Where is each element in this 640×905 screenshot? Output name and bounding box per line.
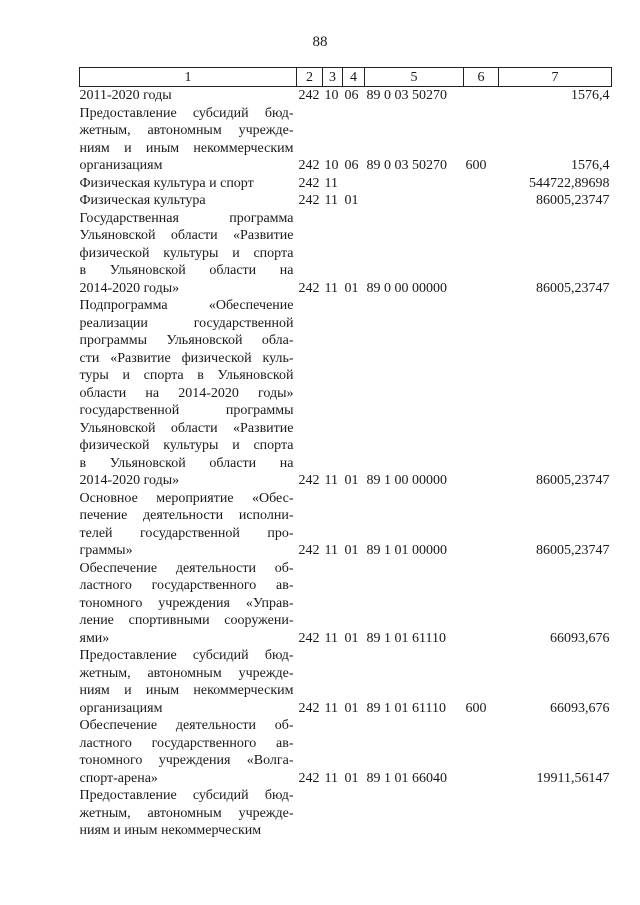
row-name — [80, 490, 297, 560]
row-name-line: печение деятельности исполни- — [79, 508, 294, 523]
row-code-subsection: 01 — [344, 193, 359, 208]
row-name — [80, 297, 297, 490]
row-name-line: тономного учреждения «Управ- — [79, 595, 294, 611]
row-amount: 86005,23747 — [536, 473, 610, 488]
row-amount: 66093,676 — [550, 700, 610, 716]
row-name-line: Подпрограмма «Обеспечение — [79, 298, 294, 313]
row-name — [80, 787, 297, 840]
row-code-expense-type — [464, 787, 499, 840]
row-code-subsection — [343, 175, 365, 193]
row-name-line: жетным, автономным учрежде- — [79, 805, 294, 821]
row-name-line: области на 2014-2020 годы» — [79, 385, 294, 401]
row-name-line: реализации государственной — [79, 315, 294, 331]
row-code-ministry: 242 — [298, 280, 320, 296]
row-name-line: Основное мероприятие «Обес- — [79, 490, 294, 506]
row-code-subsection: 06 — [344, 158, 359, 173]
row-name-line: в Ульяновской области на — [79, 263, 294, 278]
table-body — [80, 87, 612, 840]
row-code-ministry: 242 — [298, 175, 320, 191]
row-name-line: в Ульяновской области на — [79, 455, 294, 471]
row-name — [80, 175, 297, 193]
row-code-section — [323, 787, 343, 840]
table-row — [80, 490, 612, 560]
row-code-section: 11 — [324, 280, 338, 296]
row-code-section: 10 — [324, 88, 339, 103]
row-name-line: Физическая культура и спорт — [79, 175, 254, 191]
row-code-expense-type: 600 — [465, 158, 487, 173]
table-row — [80, 297, 612, 490]
row-name-line: жетным, автономным учрежде- — [79, 665, 294, 681]
row-name — [80, 105, 297, 175]
row-code-expense-type — [464, 175, 499, 193]
row-name-line: туры и спорта в Ульяновской — [79, 368, 294, 383]
header-col-4: 4 — [343, 68, 365, 87]
table-row — [80, 175, 612, 193]
row-code-ministry: 242 — [298, 630, 320, 646]
row-name-line: Ульяновской области «Развитие — [79, 420, 294, 436]
row-code-subsection: 01 — [344, 630, 359, 646]
table-header — [80, 68, 612, 87]
row-code-section: 11 — [324, 543, 338, 558]
row-name-line: ниям и иным некоммерческим — [79, 823, 262, 838]
row-code-ministry — [297, 787, 323, 840]
row-amount: 86005,23747 — [536, 543, 610, 558]
row-code-ministry: 242 — [298, 158, 320, 173]
header-col-2: 2 — [297, 68, 323, 87]
row-name-line: ластного государственного ав- — [79, 578, 294, 593]
header-row — [80, 68, 612, 87]
row-name-line: государственной программы — [79, 403, 294, 418]
row-name-line: организациям — [79, 158, 163, 173]
row-code-ministry: 242 — [298, 88, 320, 103]
row-name-line: Предоставление субсидий бюд- — [79, 648, 294, 663]
row-name-line: ями» — [79, 630, 110, 646]
row-code-section: 11 — [324, 175, 338, 191]
row-code-expense-type — [464, 490, 499, 560]
row-code-section: 10 — [324, 158, 339, 173]
row-code-section: 11 — [324, 473, 338, 488]
row-code-target — [365, 787, 464, 840]
row-code-expense-type: 600 — [465, 700, 487, 716]
row-name-line: физической культуры и спорта — [79, 438, 294, 453]
row-code-expense-type — [464, 560, 499, 648]
row-code-subsection: 01 — [344, 280, 359, 296]
row-name — [80, 192, 297, 210]
row-code-ministry: 242 — [298, 543, 320, 558]
row-name-line: Ульяновской области «Развитие — [79, 228, 294, 243]
row-code-target: 89 1 01 00000 — [366, 543, 447, 558]
page-number: 88 — [312, 34, 328, 50]
row-name — [80, 717, 297, 787]
budget-table — [79, 67, 612, 840]
row-name-line: жетным, автономным учрежде- — [79, 123, 294, 138]
row-name-line: физической культуры и спорта — [79, 245, 294, 261]
row-name-line: спорт-арена» — [79, 770, 158, 786]
row-name-line: ластного государственного ав- — [79, 735, 294, 751]
header-col-1: 1 — [80, 68, 297, 87]
row-code-expense-type — [464, 297, 499, 490]
row-name — [80, 560, 297, 648]
row-code-section: 11 — [324, 770, 338, 786]
row-code-target: 89 1 00 00000 — [366, 473, 447, 488]
row-code-subsection: 01 — [344, 770, 359, 786]
table-row — [80, 192, 612, 210]
row-name-line: тономного учреждения «Волга- — [79, 753, 294, 768]
table-row — [80, 787, 612, 840]
row-code-subsection: 06 — [344, 88, 359, 103]
row-code-target: 89 1 01 66040 — [366, 770, 447, 786]
row-amount: 86005,23747 — [536, 193, 610, 208]
row-name-line: Физическая культура — [79, 193, 206, 208]
table-row — [80, 105, 612, 175]
row-name-line: Государственная программа — [79, 210, 294, 226]
row-code-expense-type — [464, 87, 499, 105]
row-code-target — [365, 175, 464, 193]
row-name-line: ниям и иным некоммерческим — [79, 140, 294, 156]
row-code-target — [365, 192, 464, 210]
header-col-7: 7 — [499, 68, 612, 87]
table-row — [80, 647, 612, 717]
row-amount: 66093,676 — [550, 630, 610, 646]
row-code-ministry: 242 — [298, 700, 320, 716]
row-code-expense-type — [464, 717, 499, 787]
row-code-ministry: 242 — [298, 193, 320, 208]
row-amount: 19911,56147 — [536, 770, 610, 786]
table-row — [80, 87, 612, 105]
header-col-5: 5 — [365, 68, 464, 87]
row-amount — [499, 787, 612, 840]
row-amount: 1576,4 — [571, 88, 610, 103]
row-code-target: 89 0 00 00000 — [366, 280, 447, 296]
row-code-expense-type — [464, 192, 499, 210]
row-name — [80, 210, 297, 298]
row-name-line: телей государственной про- — [79, 525, 294, 541]
row-code-target: 89 0 03 50270 — [366, 88, 447, 103]
row-amount: 544722,89698 — [529, 175, 610, 191]
row-code-section: 11 — [324, 193, 338, 208]
row-code-subsection: 01 — [344, 700, 359, 716]
row-code-section: 11 — [324, 630, 338, 646]
row-code-subsection: 01 — [344, 543, 359, 558]
row-name-line: сти «Развитие физической куль- — [79, 350, 294, 366]
row-code-ministry: 242 — [298, 473, 320, 488]
row-name-line: Обеспечение деятельности об- — [79, 560, 294, 576]
row-code-target: 89 0 03 50270 — [366, 158, 447, 173]
table-row — [80, 717, 612, 787]
table-row — [80, 560, 612, 648]
row-name — [80, 647, 297, 717]
row-code-expense-type — [464, 210, 499, 298]
row-name-line: 2014-2020 годы» — [79, 473, 180, 488]
row-code-subsection — [343, 787, 365, 840]
row-name-line: программы Ульяновской обла- — [79, 333, 294, 348]
row-name-line: граммы» — [79, 543, 133, 558]
row-amount: 86005,23747 — [536, 280, 610, 296]
row-code-section: 11 — [324, 700, 338, 716]
row-name — [80, 87, 297, 105]
row-name-line: организациям — [79, 700, 163, 716]
row-code-subsection: 01 — [344, 473, 359, 488]
header-col-3: 3 — [323, 68, 343, 87]
row-name-line: 2011-2020 годы — [79, 88, 172, 103]
row-code-target: 89 1 01 61110 — [366, 630, 446, 646]
table-row — [80, 210, 612, 298]
row-name-line: Предоставление субсидий бюд- — [79, 105, 294, 121]
row-code-target: 89 1 01 61110 — [366, 700, 446, 716]
row-name-line: ниям и иным некоммерческим — [79, 683, 294, 698]
row-name-line: 2014-2020 годы» — [79, 280, 180, 296]
row-name-line: Обеспечение деятельности об- — [79, 718, 294, 733]
row-name-line: Предоставление субсидий бюд- — [79, 788, 294, 803]
row-name-line: ление спортивными сооружени- — [79, 613, 294, 628]
row-code-ministry: 242 — [298, 770, 320, 786]
header-col-6: 6 — [464, 68, 499, 87]
row-amount: 1576,4 — [571, 158, 610, 173]
